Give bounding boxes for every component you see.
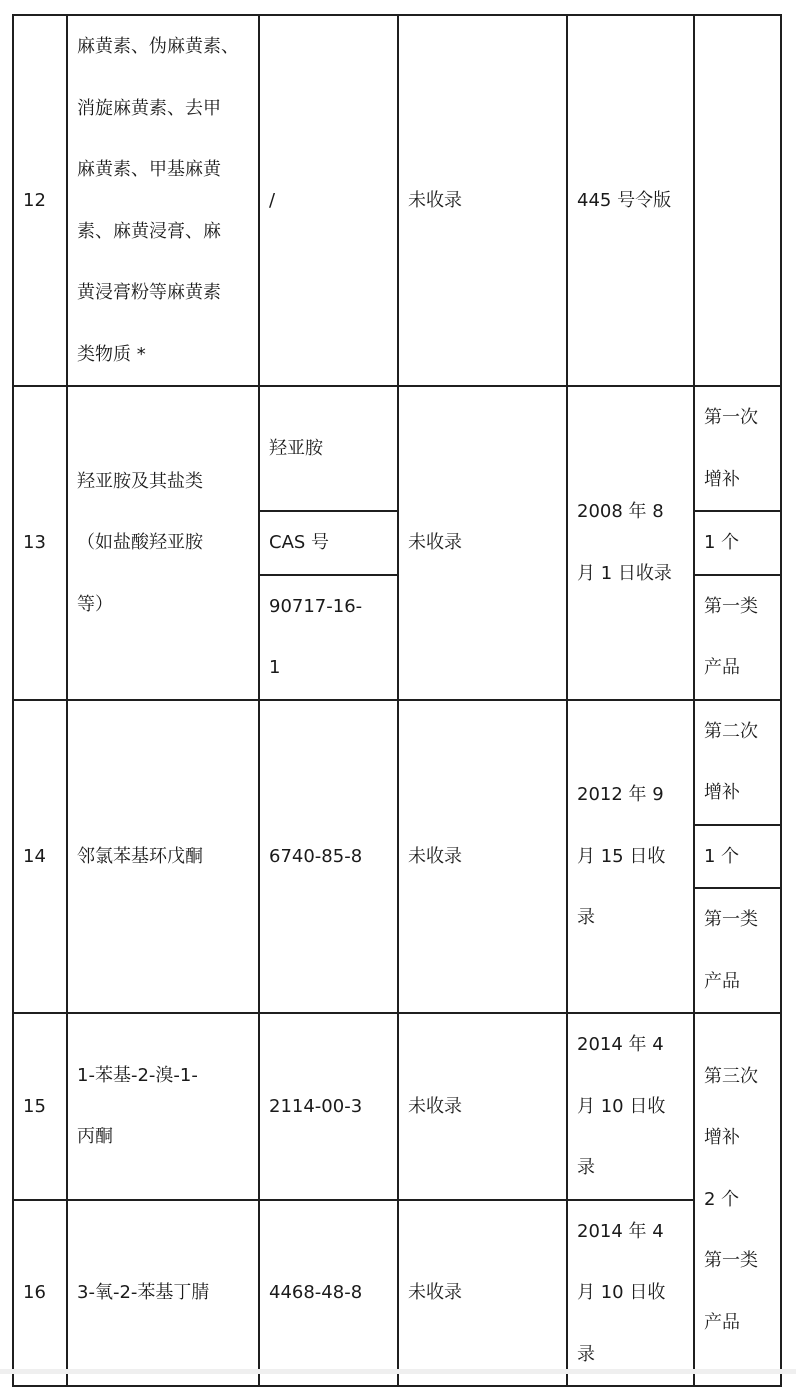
date-added: 2008 年 8 月 1 日收录 — [567, 386, 694, 700]
table-row — [13, 15, 781, 386]
catalog-status: 未收录 — [398, 1013, 567, 1200]
date-added: 2014 年 4 月 10 日收 录 — [567, 1013, 694, 1200]
catalog-status: 未收录 — [398, 1200, 567, 1387]
note-merged: 第三次 增补 2 个 第一类 产品 — [694, 1013, 781, 1386]
note-subcell: 1 个 — [694, 825, 781, 889]
row-number: 12 — [13, 15, 67, 386]
table-row — [13, 1013, 781, 1200]
row-number: 16 — [13, 1200, 67, 1387]
row-number: 13 — [13, 386, 67, 700]
catalog-status: 未收录 — [398, 386, 567, 700]
row-number: 14 — [13, 700, 67, 1014]
catalog-status: 未收录 — [398, 15, 567, 386]
date-added: 2014 年 4 月 10 日收 录 — [567, 1200, 694, 1387]
note-subcell: 第二次 增补 — [694, 700, 781, 825]
cas-number: / — [259, 15, 398, 386]
cas-number: 2114-00-3 — [259, 1013, 398, 1200]
date-added: 2012 年 9 月 15 日收 录 — [567, 700, 694, 1014]
table-row — [13, 386, 781, 511]
page-bottom-divider — [0, 1369, 796, 1374]
note-subcell: 第一类 产品 — [694, 888, 781, 1013]
note-cell — [694, 15, 781, 386]
cas-subcell: 90717-16- 1 — [259, 575, 398, 700]
note-subcell: 1 个 — [694, 511, 781, 575]
table-row — [13, 700, 781, 825]
row-number: 15 — [13, 1013, 67, 1200]
chemical-name: 麻黄素、伪麻黄素、 消旋麻黄素、去甲 麻黄素、甲基麻黄 素、麻黄浸膏、麻 黄浸膏粉等麻黄素 类物质 * — [67, 15, 259, 386]
note-subcell: 第一次 增补 — [694, 386, 781, 511]
cas-number: 4468-48-8 — [259, 1200, 398, 1387]
chemical-name: 3-氧-2-苯基丁腈 — [67, 1200, 259, 1387]
cas-number: 6740-85-8 — [259, 700, 398, 1014]
catalog-status: 未收录 — [398, 700, 567, 1014]
chemical-name: 羟亚胺及其盐类 （如盐酸羟亚胺 等） — [67, 386, 259, 700]
note-subcell: 第一类 产品 — [694, 575, 781, 700]
chemical-name: 邻氯苯基环戊酮 — [67, 700, 259, 1014]
version-info: 445 号令版 — [567, 15, 694, 386]
table-row — [13, 1200, 781, 1387]
precursor-chemicals-table — [12, 14, 782, 1387]
cas-subcell: 羟亚胺 — [259, 386, 398, 511]
cas-subcell: CAS 号 — [259, 511, 398, 575]
chemical-name: 1-苯基-2-溴-1- 丙酮 — [67, 1013, 259, 1200]
